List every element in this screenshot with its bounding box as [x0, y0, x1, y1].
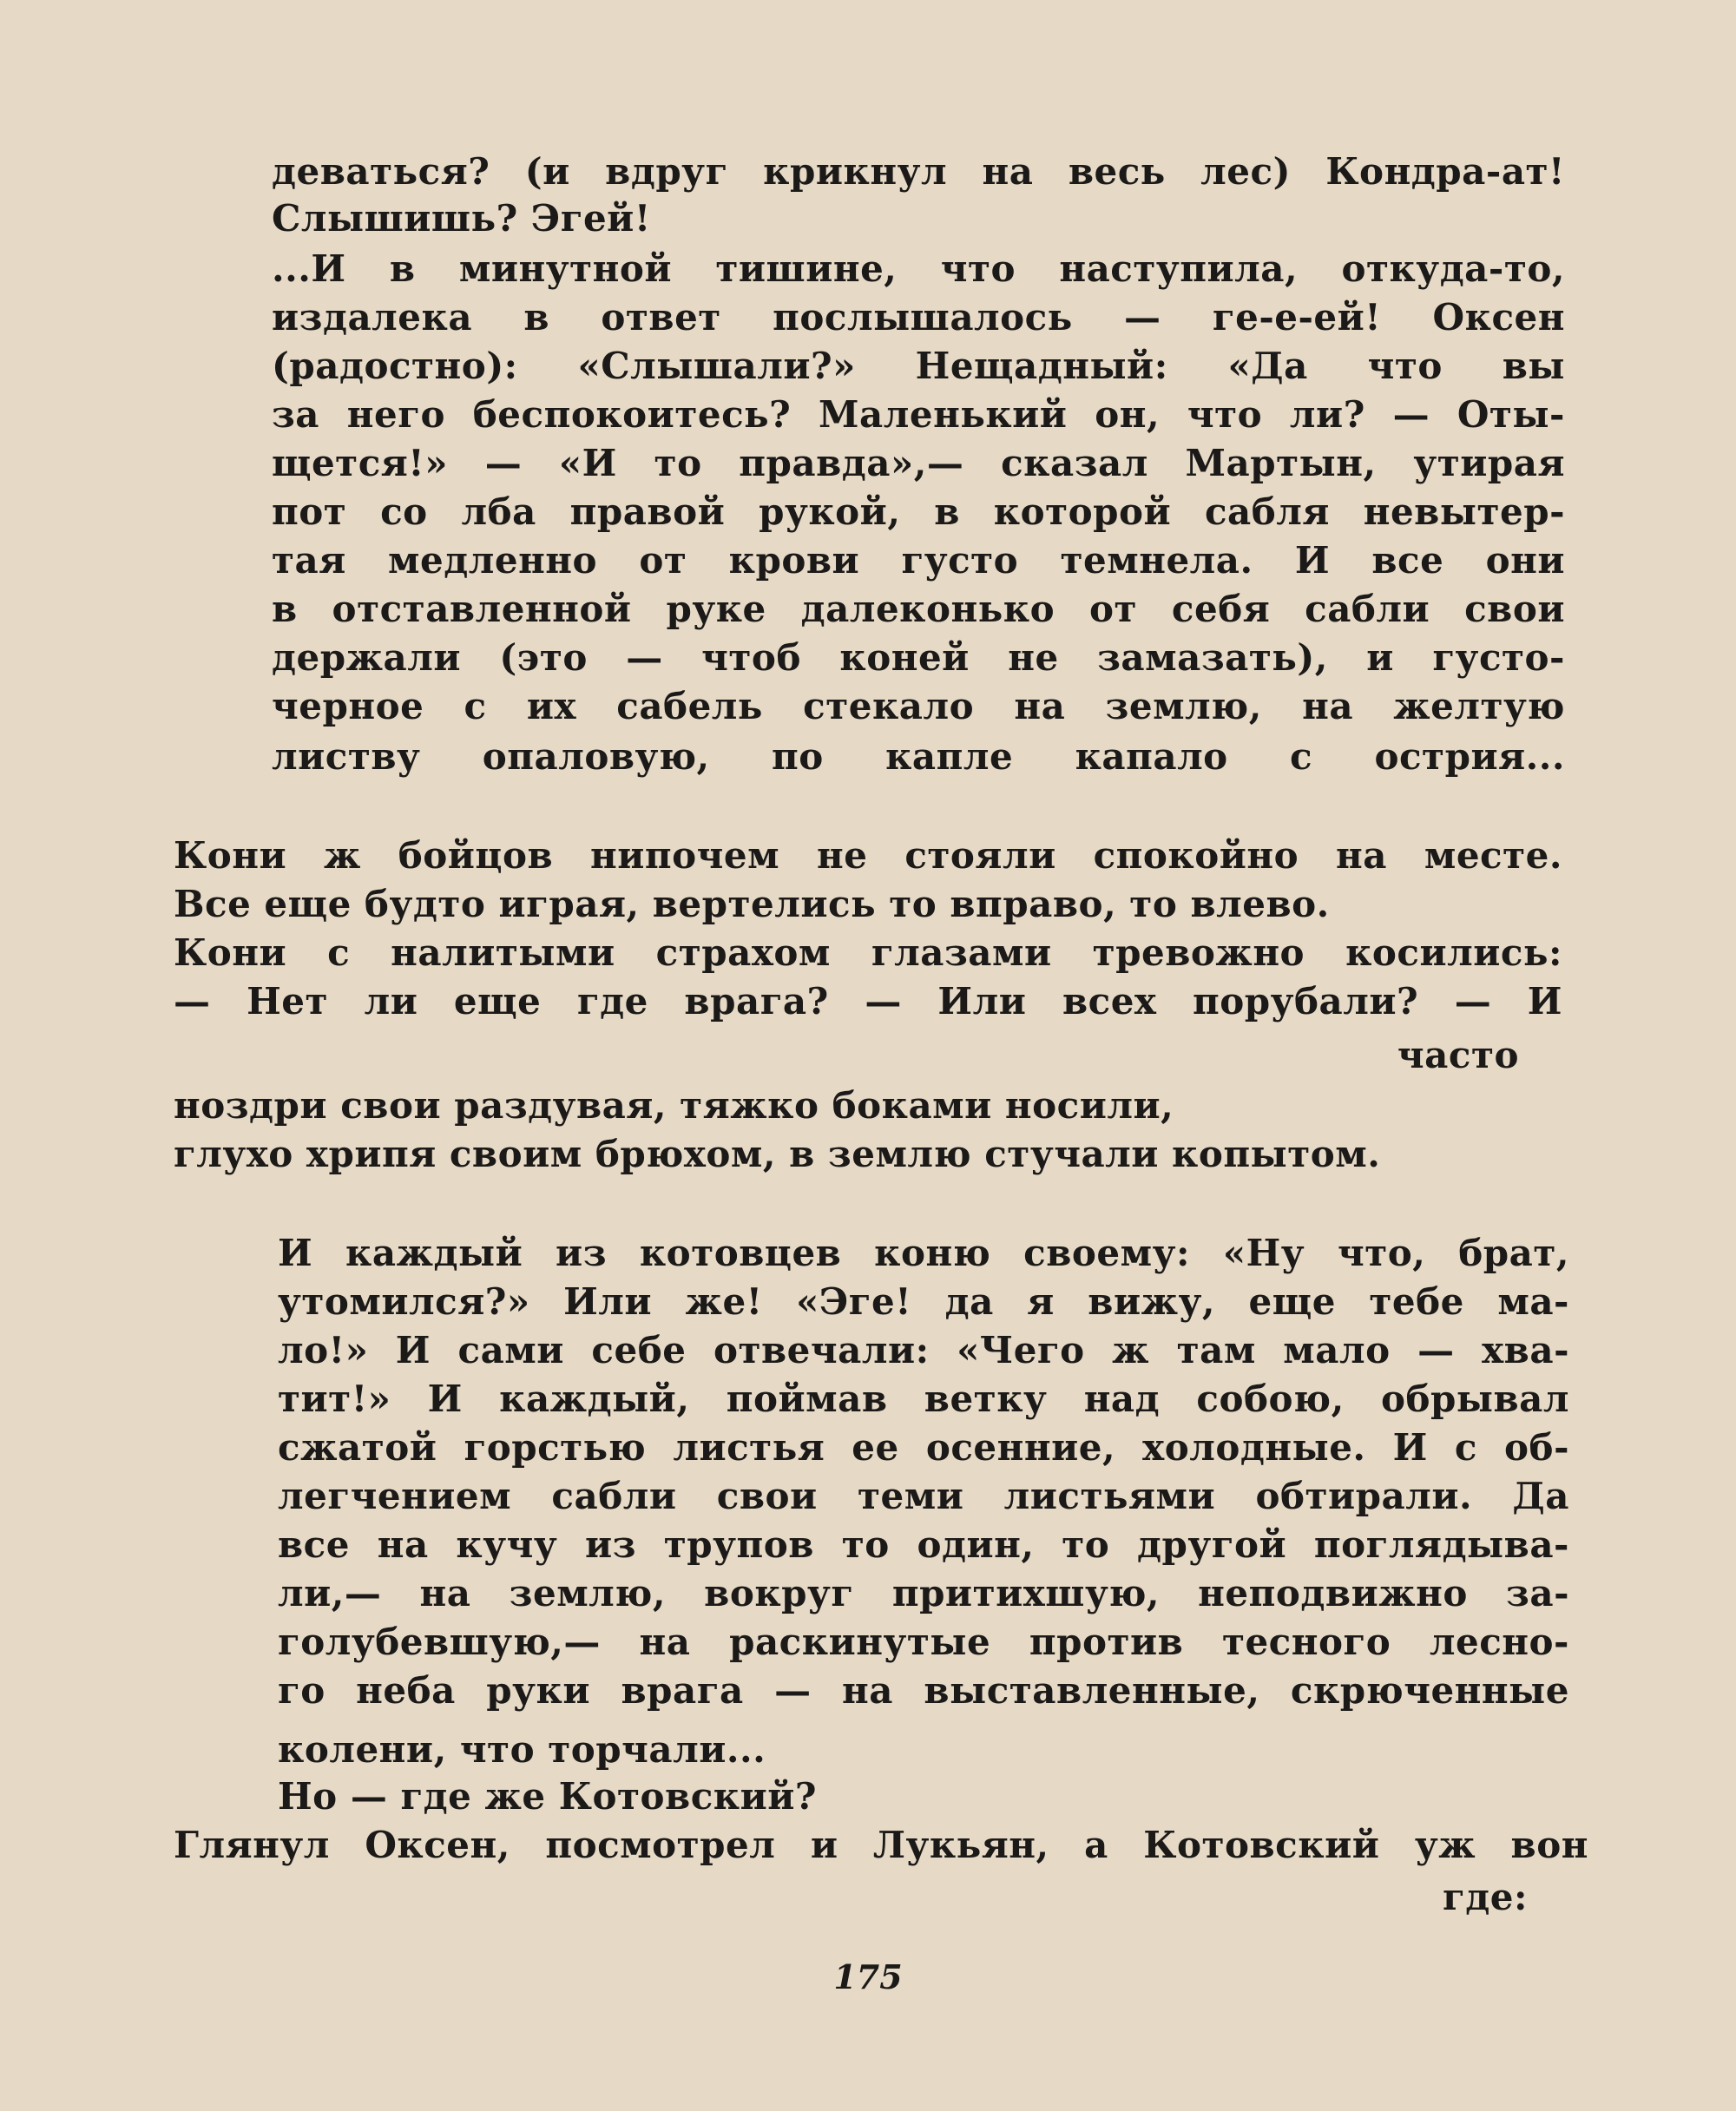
verse-line: Все еще будто играя, вертелись то вправо, то влево. — [174, 883, 1330, 925]
prose-line: го неба руки врага — на выставленные, скрюченные — [278, 1669, 1569, 1712]
prose-line: все на кучу из трупов то один, то другой поглядыва- — [278, 1523, 1569, 1566]
prose-line: издалека в ответ послышалось — ге-е-ей! Оксен — [272, 296, 1565, 339]
prose-line: держали (это — чтоб коней не замазать), и густо- — [272, 636, 1565, 679]
prose-line: ли,— на землю, вокруг притихшую, неподвижно за- — [278, 1572, 1569, 1614]
verse-line: — Нет ли еще где врага? — Или всех порубали? — И — [174, 980, 1562, 1023]
prose-line: утомился?» Или же! «Эге! да я вижу, еще тебе ма- — [278, 1280, 1569, 1323]
verse-line: Кони ж бойцов нипочем не стояли спокойно на месте. — [174, 834, 1562, 877]
prose-line: тит!» И каждый, поймав ветку над собою, обрывал — [278, 1378, 1569, 1420]
prose-line: в отставленной руке далеконько от себя сабли свои — [272, 588, 1565, 630]
prose-line: щется!» — «И то правда»,— сказал Мартын, утирая — [272, 442, 1565, 484]
prose-line: ...И в минутной тишине, что наступила, откуда-то, — [272, 247, 1565, 290]
prose-line: листву опаловую, по капле капало с острия... — [272, 735, 1565, 778]
prose-line: Но — где же Котовский? — [278, 1775, 818, 1818]
closing-line: Глянул Оксен, посмотрел и Лукьян, а Котовский уж вон — [174, 1824, 1588, 1866]
verse-line: ноздри свои раздувая, тяжко боками носили, — [174, 1084, 1174, 1127]
prose-line: колени, что торчали... — [278, 1728, 766, 1771]
prose-line: легчением сабли свои теми листьями обтирали. Да — [278, 1475, 1569, 1517]
prose-line: деваться? (и вдруг крикнул на весь лес) Кондра-ат! — [272, 150, 1565, 193]
page-number: 175 — [833, 1957, 903, 1996]
prose-line: за него беспокоитесь? Маленький он, что ли? — Оты- — [272, 393, 1565, 436]
prose-line: сжатой горстью листья ее осенние, холодные. И с об- — [278, 1426, 1569, 1469]
verse-line: глухо хрипя своим брюхом, в землю стучали копытом. — [174, 1133, 1381, 1175]
prose-line: Слышишь? Эгей! — [272, 197, 651, 240]
prose-line: черное с их сабель стекало на землю, на желтую — [272, 685, 1565, 727]
prose-line: (радостно): «Слышали?» Нещадный: «Да что вы — [272, 345, 1565, 387]
closing-line: где: — [1443, 1876, 1528, 1918]
prose-line: пот со лба правой рукой, в которой сабля невытер- — [272, 490, 1565, 533]
prose-line: тая медленно от крови густо темнела. И все они — [272, 539, 1565, 582]
prose-line: И каждый из котовцев коню своему: «Ну что, брат, — [278, 1232, 1569, 1274]
verse-line: Кони с налитыми страхом глазами тревожно косились: — [174, 931, 1562, 974]
prose-line: ло!» И сами себе отвечали: «Чего ж там мало — хва- — [278, 1329, 1569, 1371]
prose-line: голубевшую,— на раскинутые против тесного лесно- — [278, 1621, 1569, 1663]
verse-line: часто — [1397, 1034, 1519, 1076]
